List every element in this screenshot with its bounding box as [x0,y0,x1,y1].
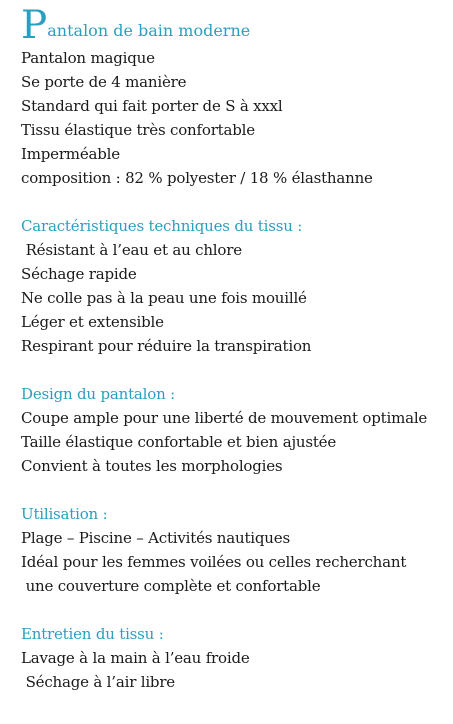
section-line: Taille élastique confortable et bien ajustée [21,433,337,451]
section-line: Idéal pour les femmes voilées ou celles recherchant [21,553,407,571]
section-spacer [21,358,446,382]
section-heading: Caractéristiques techniques du tissu : [21,217,303,235]
section-line: Respirant pour réduire la transpiration [21,337,312,355]
section-line: une couverture complète et confortable [21,577,321,595]
title-text: antalon de bain moderne [47,21,251,40]
section-spacer [21,190,446,214]
page-title [21,3,446,48]
section-line: Léger et extensible [21,313,164,331]
section-line: Coupe ample pour une liberté de mouvement optimale [21,409,428,427]
section-heading: Utilisation : [21,505,108,523]
intro-line: Standard qui fait porter de S à xxxl [21,97,283,115]
title-dropcap: P [21,3,48,48]
section-fabric-specs [21,214,446,358]
section-line: Séchage à l’air libre [21,673,175,691]
section-line: Ne colle pas à la peau une fois mouillé [21,289,307,307]
intro-line: Pantalon magique [21,49,155,67]
section-usage [21,502,446,598]
section-heading: Design du pantalon : [21,385,175,403]
section-line: Séchage rapide [21,265,137,283]
section-heading: Entretien du tissu : [21,625,164,643]
intro-line: composition : 82 % polyester / 18 % élasthanne [21,169,373,187]
section-care [21,622,446,694]
section-line: Convient à toutes les morphologies [21,457,283,475]
section-design [21,382,446,478]
product-description [21,3,446,694]
intro-list [21,46,446,190]
section-line: Plage – Piscine – Activités nautiques [21,529,290,547]
section-spacer [21,478,446,502]
intro-line: Tissu élastique très confortable [21,121,255,139]
section-line: Résistant à l’eau et au chlore [21,241,242,259]
intro-line: Imperméable [21,145,120,163]
intro-line: Se porte de 4 manière [21,73,187,91]
section-line: Lavage à la main à l’eau froide [21,649,250,667]
section-spacer [21,598,446,622]
